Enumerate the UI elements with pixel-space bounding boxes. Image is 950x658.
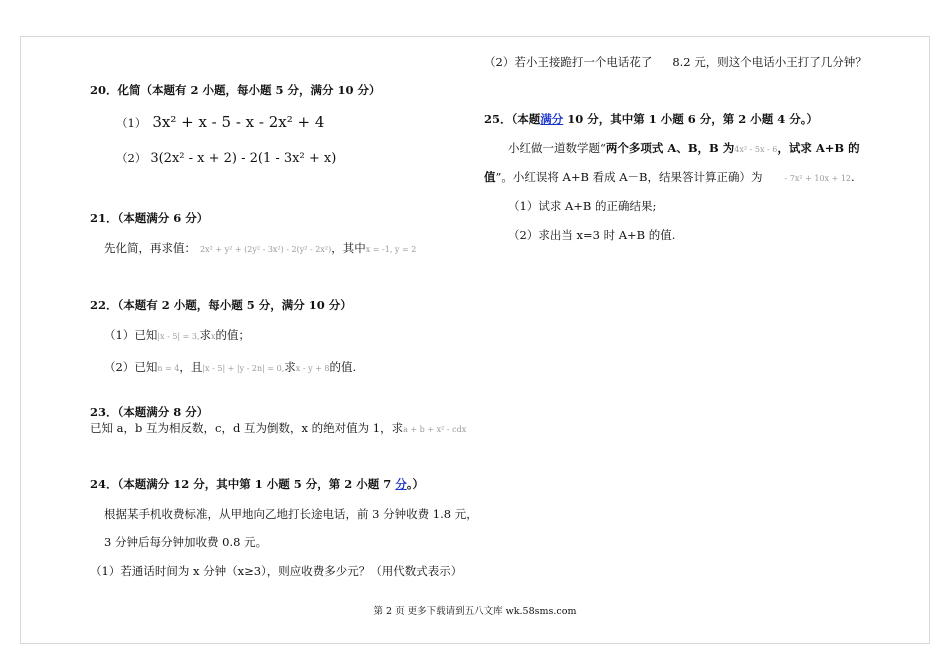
q20-part1-expression: 3x² + x - 5 - x - 2x² + 4 — [152, 113, 325, 131]
q21-expression: 2x² + y² + (2y² - 3x²) - 2(y² - 2x²) — [200, 245, 332, 254]
q22-heading: 22．（本题有 2 小题，每小题 5 分，满分 10 分） — [90, 298, 352, 312]
q23-expression: a + b + x² - cdx — [403, 425, 467, 434]
q20-part1: （1） 3x² + x - 5 - x - 2x² + 4 — [116, 113, 325, 131]
q20-heading: 20．化简（本题有 2 小题，每小题 5 分，满分 10 分） — [90, 83, 381, 97]
q20-part2-expression: 3(2x² - x + 2) - 2(1 - 3x² + x) — [150, 151, 337, 166]
q24-part2-line: （2）若小王接跪打一个电话花了 8.2 元，则这个电话小王打了几分钟？ — [484, 55, 867, 69]
q24-link[interactable]: 分 — [395, 477, 407, 491]
q21-heading: 21．（本题满分 6 分） — [90, 211, 209, 225]
q24-part1: （1）若通话时间为 x 分钟（x≥3），则应收费多少元？（用代数式表示） — [90, 564, 463, 578]
q25-result-expression: - 7x² + 10x + 12 — [784, 174, 852, 183]
q20-part2: （2） 3(2x² - x + 2) - 2(1 - 3x² + x) — [116, 151, 337, 166]
q22-part2: （2）已知n = 4，且|x - 5| + |y - 2n| = 0,求x - y + 8的值. — [104, 360, 357, 374]
q23-heading: 23．（本题满分 8 分） — [90, 405, 209, 419]
q25-part1: （1）试求 A+B 的正确结果; — [508, 199, 657, 213]
q23-body: 已知 a，b 互为相反数，c，d 互为倒数，x 的绝对值为 1，求a + b + x² - cdx — [90, 421, 467, 435]
q25-b-expression: 4x² - 5x - 6 — [734, 145, 778, 154]
q24-line2: 3 分钟后每分钟加收费 0.8 元。 — [104, 535, 268, 549]
q25-link[interactable]: 满分 — [540, 112, 564, 126]
q25-heading: 25．（本题满分 10 分，其中第 1 小题 6 分，第 2 小题 4 分。） — [484, 112, 819, 126]
q25-line1: 小红做一道数学题“两个多项式 A、B，B 为4x² - 5x - 6，试求 A+B 的 — [508, 141, 860, 155]
q25-line2: 值”。小红误将 A+B 看成 A－B，结果答计算正确）为 - 7x² + 10x + 12. — [484, 170, 855, 184]
q25-part2: （2）求出当 x=3 时 A+B 的值. — [508, 228, 676, 242]
q21-condition: x = -1, y = 2 — [365, 245, 417, 254]
q21-body: 先化简，再求值： 2x² + y² + (2y² - 3x²) - 2(y² - 2x²)，其中x = -1, y = 2 — [104, 241, 417, 255]
q22-part1: （1）已知|x - 5| = 3,求x的值； — [104, 328, 251, 342]
page-footer: 第 2 页 更多下载请到五八文库 wk.58sms.com — [373, 606, 577, 617]
q24-line1: 根据某手机收费标准，从甲地向乙地打长途电话，前 3 分钟收费 1.8 元， — [104, 507, 478, 521]
q24-heading: 24．（本题满分 12 分，其中第 1 小题 5 分，第 2 小题 7 分。） — [90, 477, 425, 491]
